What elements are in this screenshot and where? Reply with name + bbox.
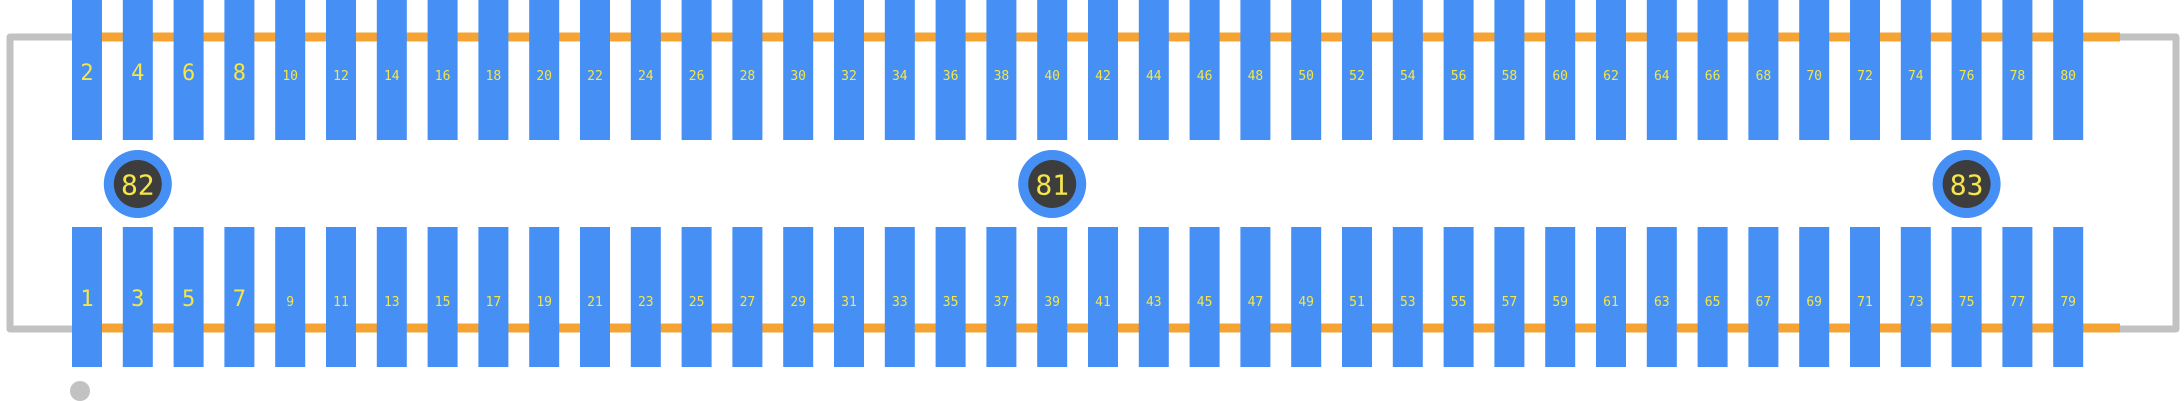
pad-label: 11 [333,295,349,310]
pad-label: 68 [1755,69,1772,84]
pad-label: 47 [1247,295,1264,310]
pad-label: 30 [790,69,807,84]
pad-label: 58 [1501,69,1518,84]
pad-label: 10 [282,69,299,84]
pad-label: 5 [181,287,196,312]
pad-label: 27 [739,295,756,310]
pad-label: 54 [1399,69,1416,84]
pad-label: 71 [1857,295,1873,310]
pad-label: 18 [485,69,502,84]
pad-label: 19 [536,295,553,310]
pad-label: 34 [891,69,908,84]
pad-label: 22 [587,69,603,84]
pad-label: 63 [1653,295,1670,310]
pad-label: 41 [1095,295,1111,310]
pad-label: 32 [841,69,857,84]
pad-label: 75 [1958,295,1975,310]
pad-label: 12 [333,69,349,84]
pad-label: 43 [1145,295,1162,310]
pad-label: 76 [1958,69,1975,84]
pad-label: 2 [80,61,94,86]
pad-label: 65 [1704,295,1721,310]
pad-label: 17 [485,295,502,310]
pad-label: 26 [688,69,705,84]
pad-label: 31 [841,295,857,310]
pad-label: 69 [1806,295,1823,310]
pad-label: 13 [383,295,400,310]
pad-label: 79 [2060,295,2077,310]
mounting-hole-label: 82 [120,168,155,202]
pad-label: 60 [1552,69,1569,84]
pad-label: 37 [993,295,1010,310]
pad-label: 77 [2009,295,2026,310]
pad-label: 24 [637,69,654,84]
pad-label: 50 [1298,69,1315,84]
pad-label: 66 [1704,69,1721,84]
pad-label: 42 [1095,69,1111,84]
pad-label: 1 [80,287,94,312]
pad-label: 51 [1349,295,1365,310]
pad-label: 39 [1044,295,1061,310]
pad-label: 3 [131,287,145,312]
pad-label: 78 [2009,69,2026,84]
pad-label: 72 [1857,69,1873,84]
mounting-hole-label: 81 [1035,168,1070,202]
pad-label: 45 [1196,295,1213,310]
pad-label: 35 [942,295,959,310]
pad-label: 55 [1450,295,1467,310]
pad-label: 29 [790,295,807,310]
pad-label: 48 [1247,69,1264,84]
pad-label: 6 [181,61,196,86]
pad-label: 40 [1044,69,1061,84]
pad-label: 7 [232,287,247,312]
pad-label: 9 [286,295,295,310]
pad-label: 15 [434,295,451,310]
pad-label: 74 [1907,69,1924,84]
pad-label: 67 [1755,295,1772,310]
pad-label: 33 [891,295,908,310]
pad-label: 21 [587,295,603,310]
pad-label: 53 [1399,295,1416,310]
pad-label: 80 [2060,69,2077,84]
pad-label: 23 [637,295,654,310]
pad-label: 36 [942,69,959,84]
pad-label: 62 [1603,69,1619,84]
mounting-hole-label: 83 [1949,168,1984,202]
pad-label: 61 [1603,295,1619,310]
pad-label: 4 [131,61,145,86]
pin1-marker [70,381,90,401]
pad-label: 44 [1145,69,1162,84]
pad-label: 20 [536,69,553,84]
pad-label: 46 [1196,69,1213,84]
pad-label: 38 [993,69,1010,84]
pad-label: 49 [1298,295,1315,310]
pad-label: 16 [434,69,451,84]
pad-label: 52 [1349,69,1365,84]
pad-label: 59 [1552,295,1569,310]
pad-label: 14 [383,69,400,84]
pad-label: 57 [1501,295,1518,310]
pad-label: 28 [739,69,756,84]
pad-label: 64 [1653,69,1670,84]
pad-label: 8 [232,61,247,86]
pad-label: 25 [688,295,705,310]
pad-label: 56 [1450,69,1467,84]
pad-label: 73 [1907,295,1924,310]
pad-label: 70 [1806,69,1823,84]
